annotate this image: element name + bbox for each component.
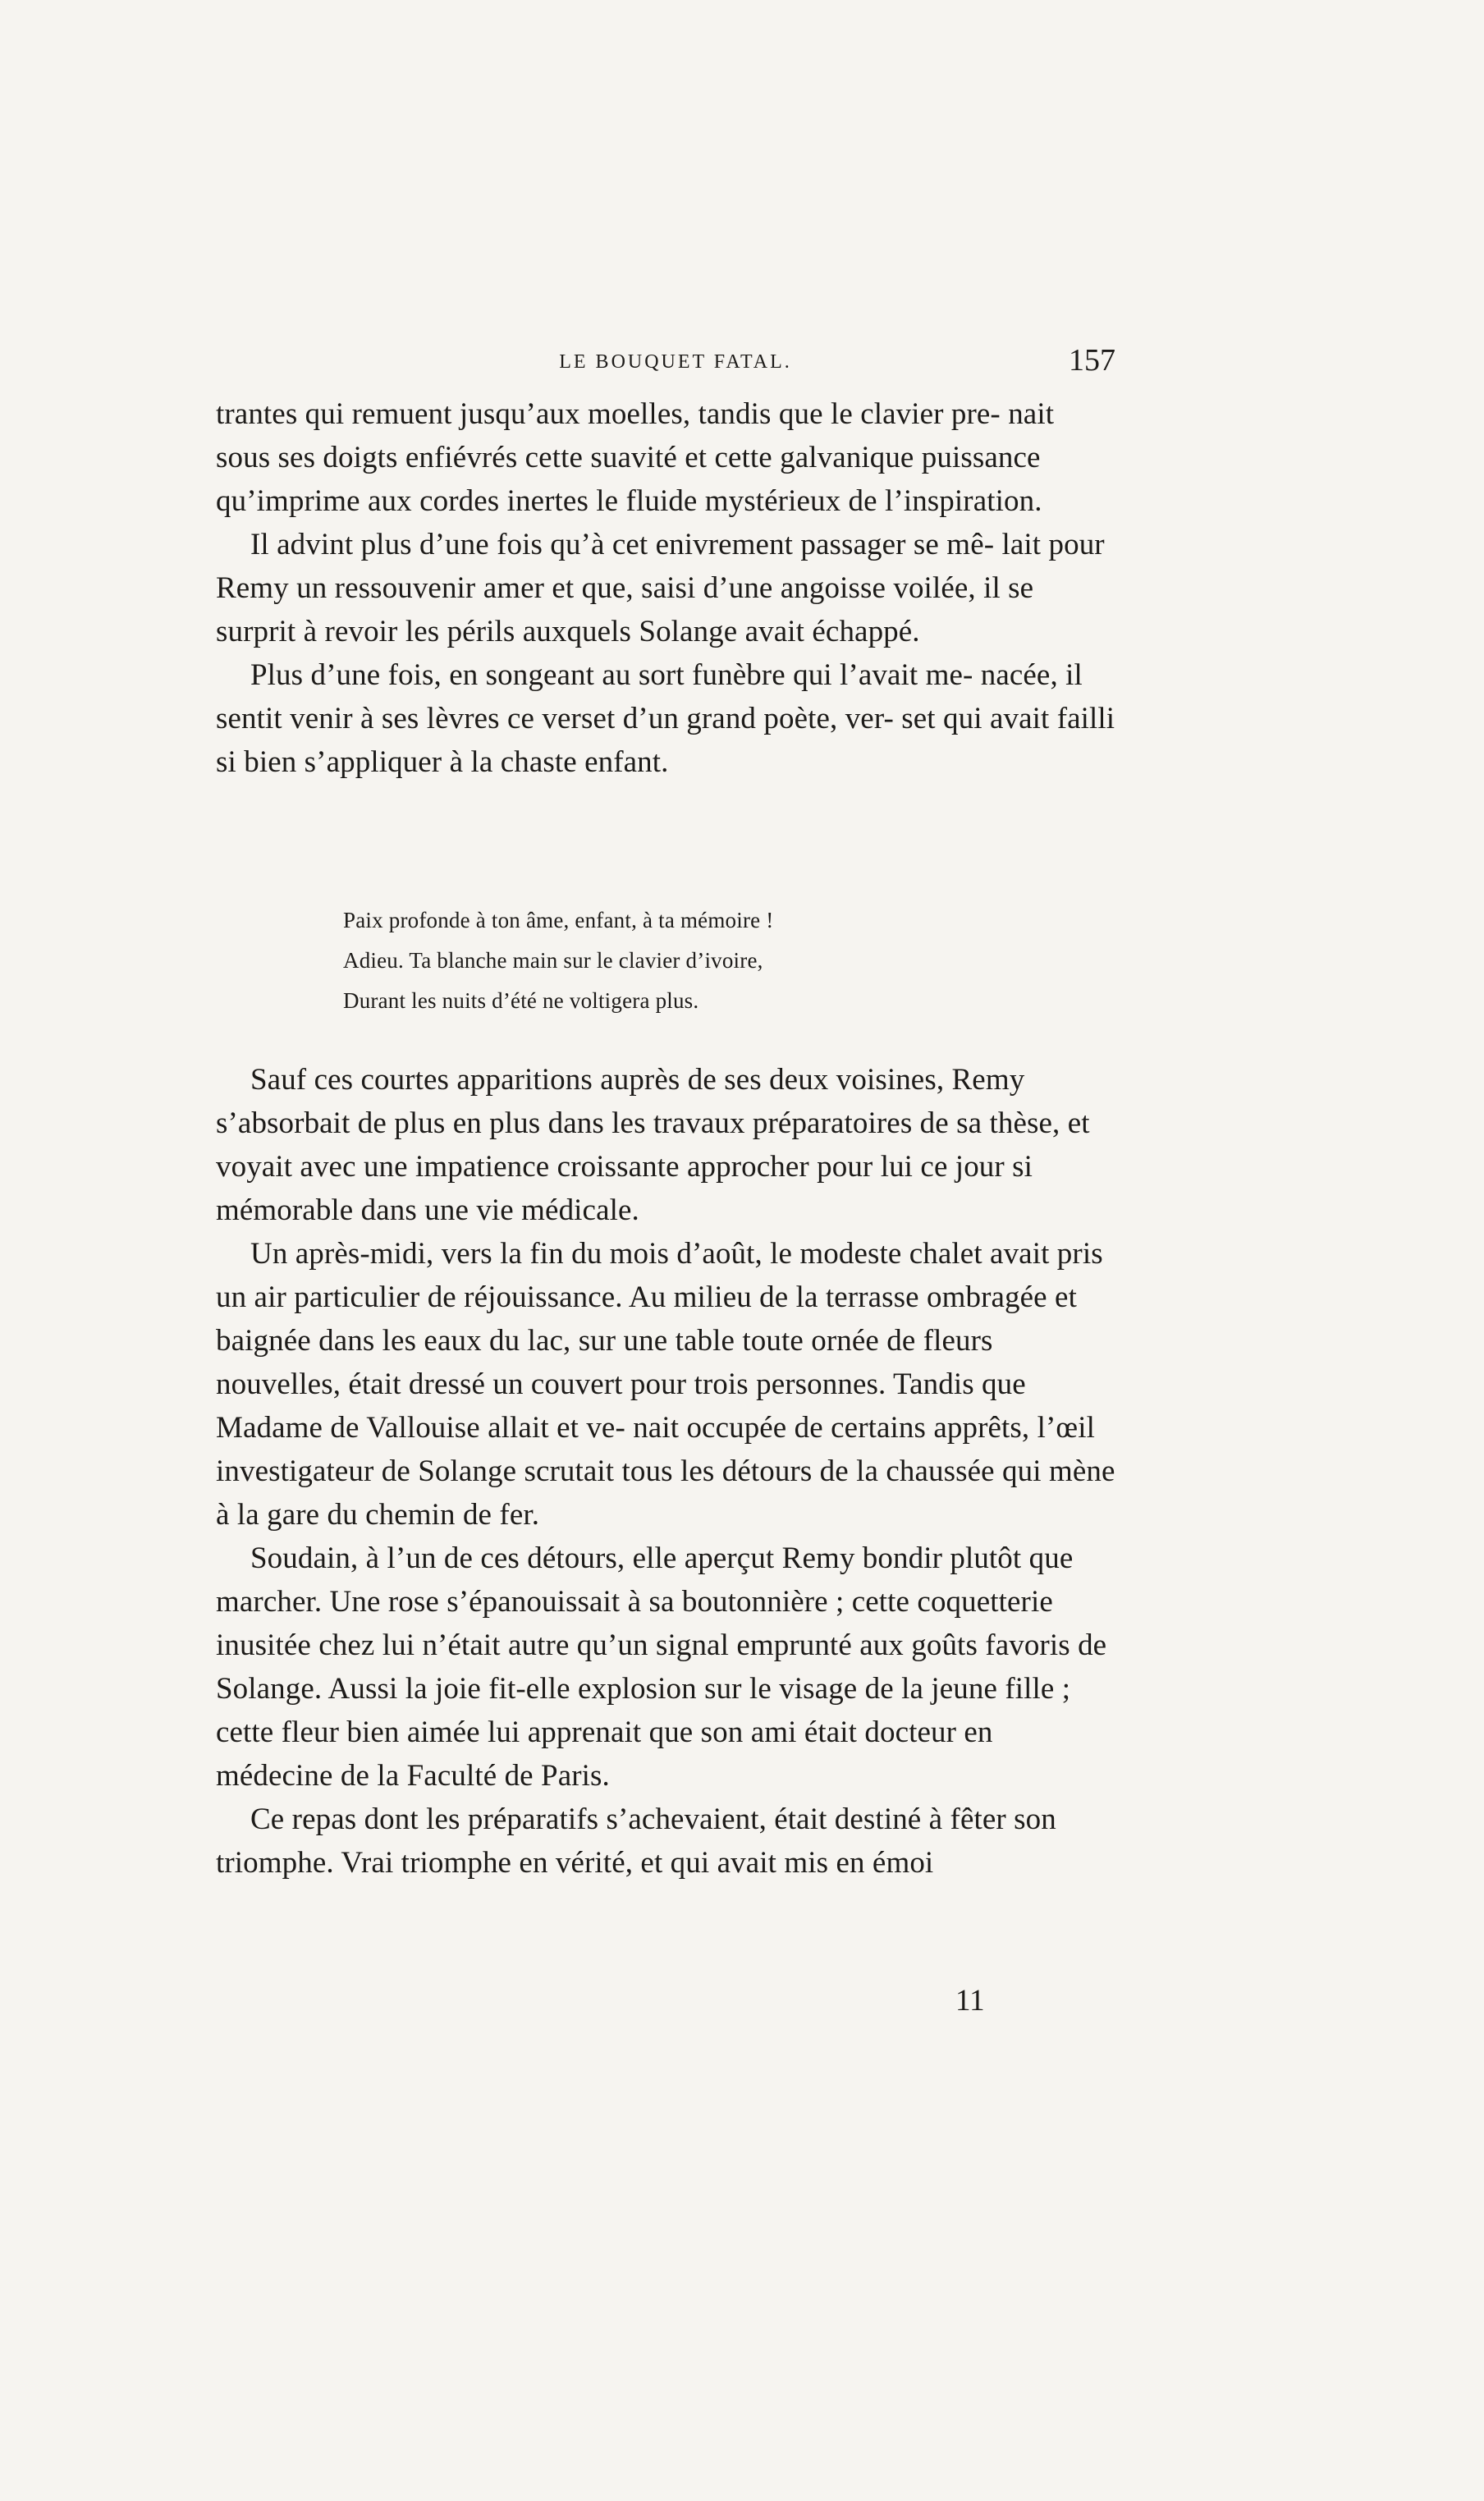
paragraph-5: Un après-midi, vers la fin du mois d’août, le modeste chalet avait pris un air particulier de réjouissance. Au milieu de la terrasse ombragée et baignée dans les eaux du lac, sur une table toute ornée de fleurs nouvelles, était dressé un couvert pour trois personnes. Tandis que Madame de Vallouise allait et ve- nait occupée de certains apprêts, l’œil investigateur de Solange scrutait tous les détours de la chaussée qui mène à la gare du chemin de fer. [216, 1237, 1115, 1532]
verse-line-3: Durant les nuits d’été ne voltigera plus. [343, 988, 699, 1013]
paragraph-7: Ce repas dont les préparatifs s’achevaient, était destiné à fêter son triomphe. Vrai triomphe en vérité, et qui avait mis en émoi [216, 1802, 1056, 1880]
running-title: LE BOUQUET FATAL. [559, 351, 792, 373]
verse-line-2: Adieu. Ta blanche main sur le clavier d’ivoire, [343, 948, 763, 973]
paragraph-2: Il advint plus d’une fois qu’à cet enivrement passager se mê- lait pour Remy un ressouvenir amer et que, saisi d’une angoisse voilée, il se surprit à revoir les périls auxquels Solange avait échappé. [216, 528, 1105, 648]
page-header [216, 345, 1115, 386]
verse-line-1: Paix profonde à ton âme, enfant, à ta mémoire ! [343, 908, 774, 932]
signature-mark: 11 [955, 1984, 985, 2018]
lower-body-text [216, 1058, 1115, 1885]
quoted-verse [343, 900, 1049, 1021]
page-number: 157 [1069, 343, 1115, 378]
upper-body-text [216, 392, 1115, 784]
paragraph-6: Soudain, à l’un de ces détours, elle aperçut Remy bondir plutôt que marcher. Une rose s’épanouissait à sa boutonnière ; cette coquetterie inusitée chez lui n’était autre qu’un signal emprunté aux goûts favoris de Solange. Aussi la joie fit-elle explosion sur le visage de la jeune fille ; cette fleur bien aimée lui apprenait que son ami était docteur en médecine de la Faculté de Paris. [216, 1541, 1107, 1793]
paragraph-1: trantes qui remuent jusqu’aux moelles, tandis que le clavier pre- nait sous ses doigts enfiévrés cette suavité et cette galvanique puissance qu’imprime aux cordes inertes le fluide mystérieux de l’inspiration. [216, 397, 1055, 518]
paragraph-4: Sauf ces courtes apparitions auprès de ses deux voisines, Remy s’absorbait de plus en plus dans les travaux préparatoires de sa thèse, et voyait avec une impatience croissante approcher pour lui ce jour si mémorable dans une vie médicale. [216, 1063, 1090, 1227]
paragraph-3: Plus d’une fois, en songeant au sort funèbre qui l’avait me- nacée, il sentit venir à ses lèvres ce verset d’un grand poète, ver- set qui avait failli si bien s’appliquer à la chaste enfant. [216, 658, 1115, 779]
